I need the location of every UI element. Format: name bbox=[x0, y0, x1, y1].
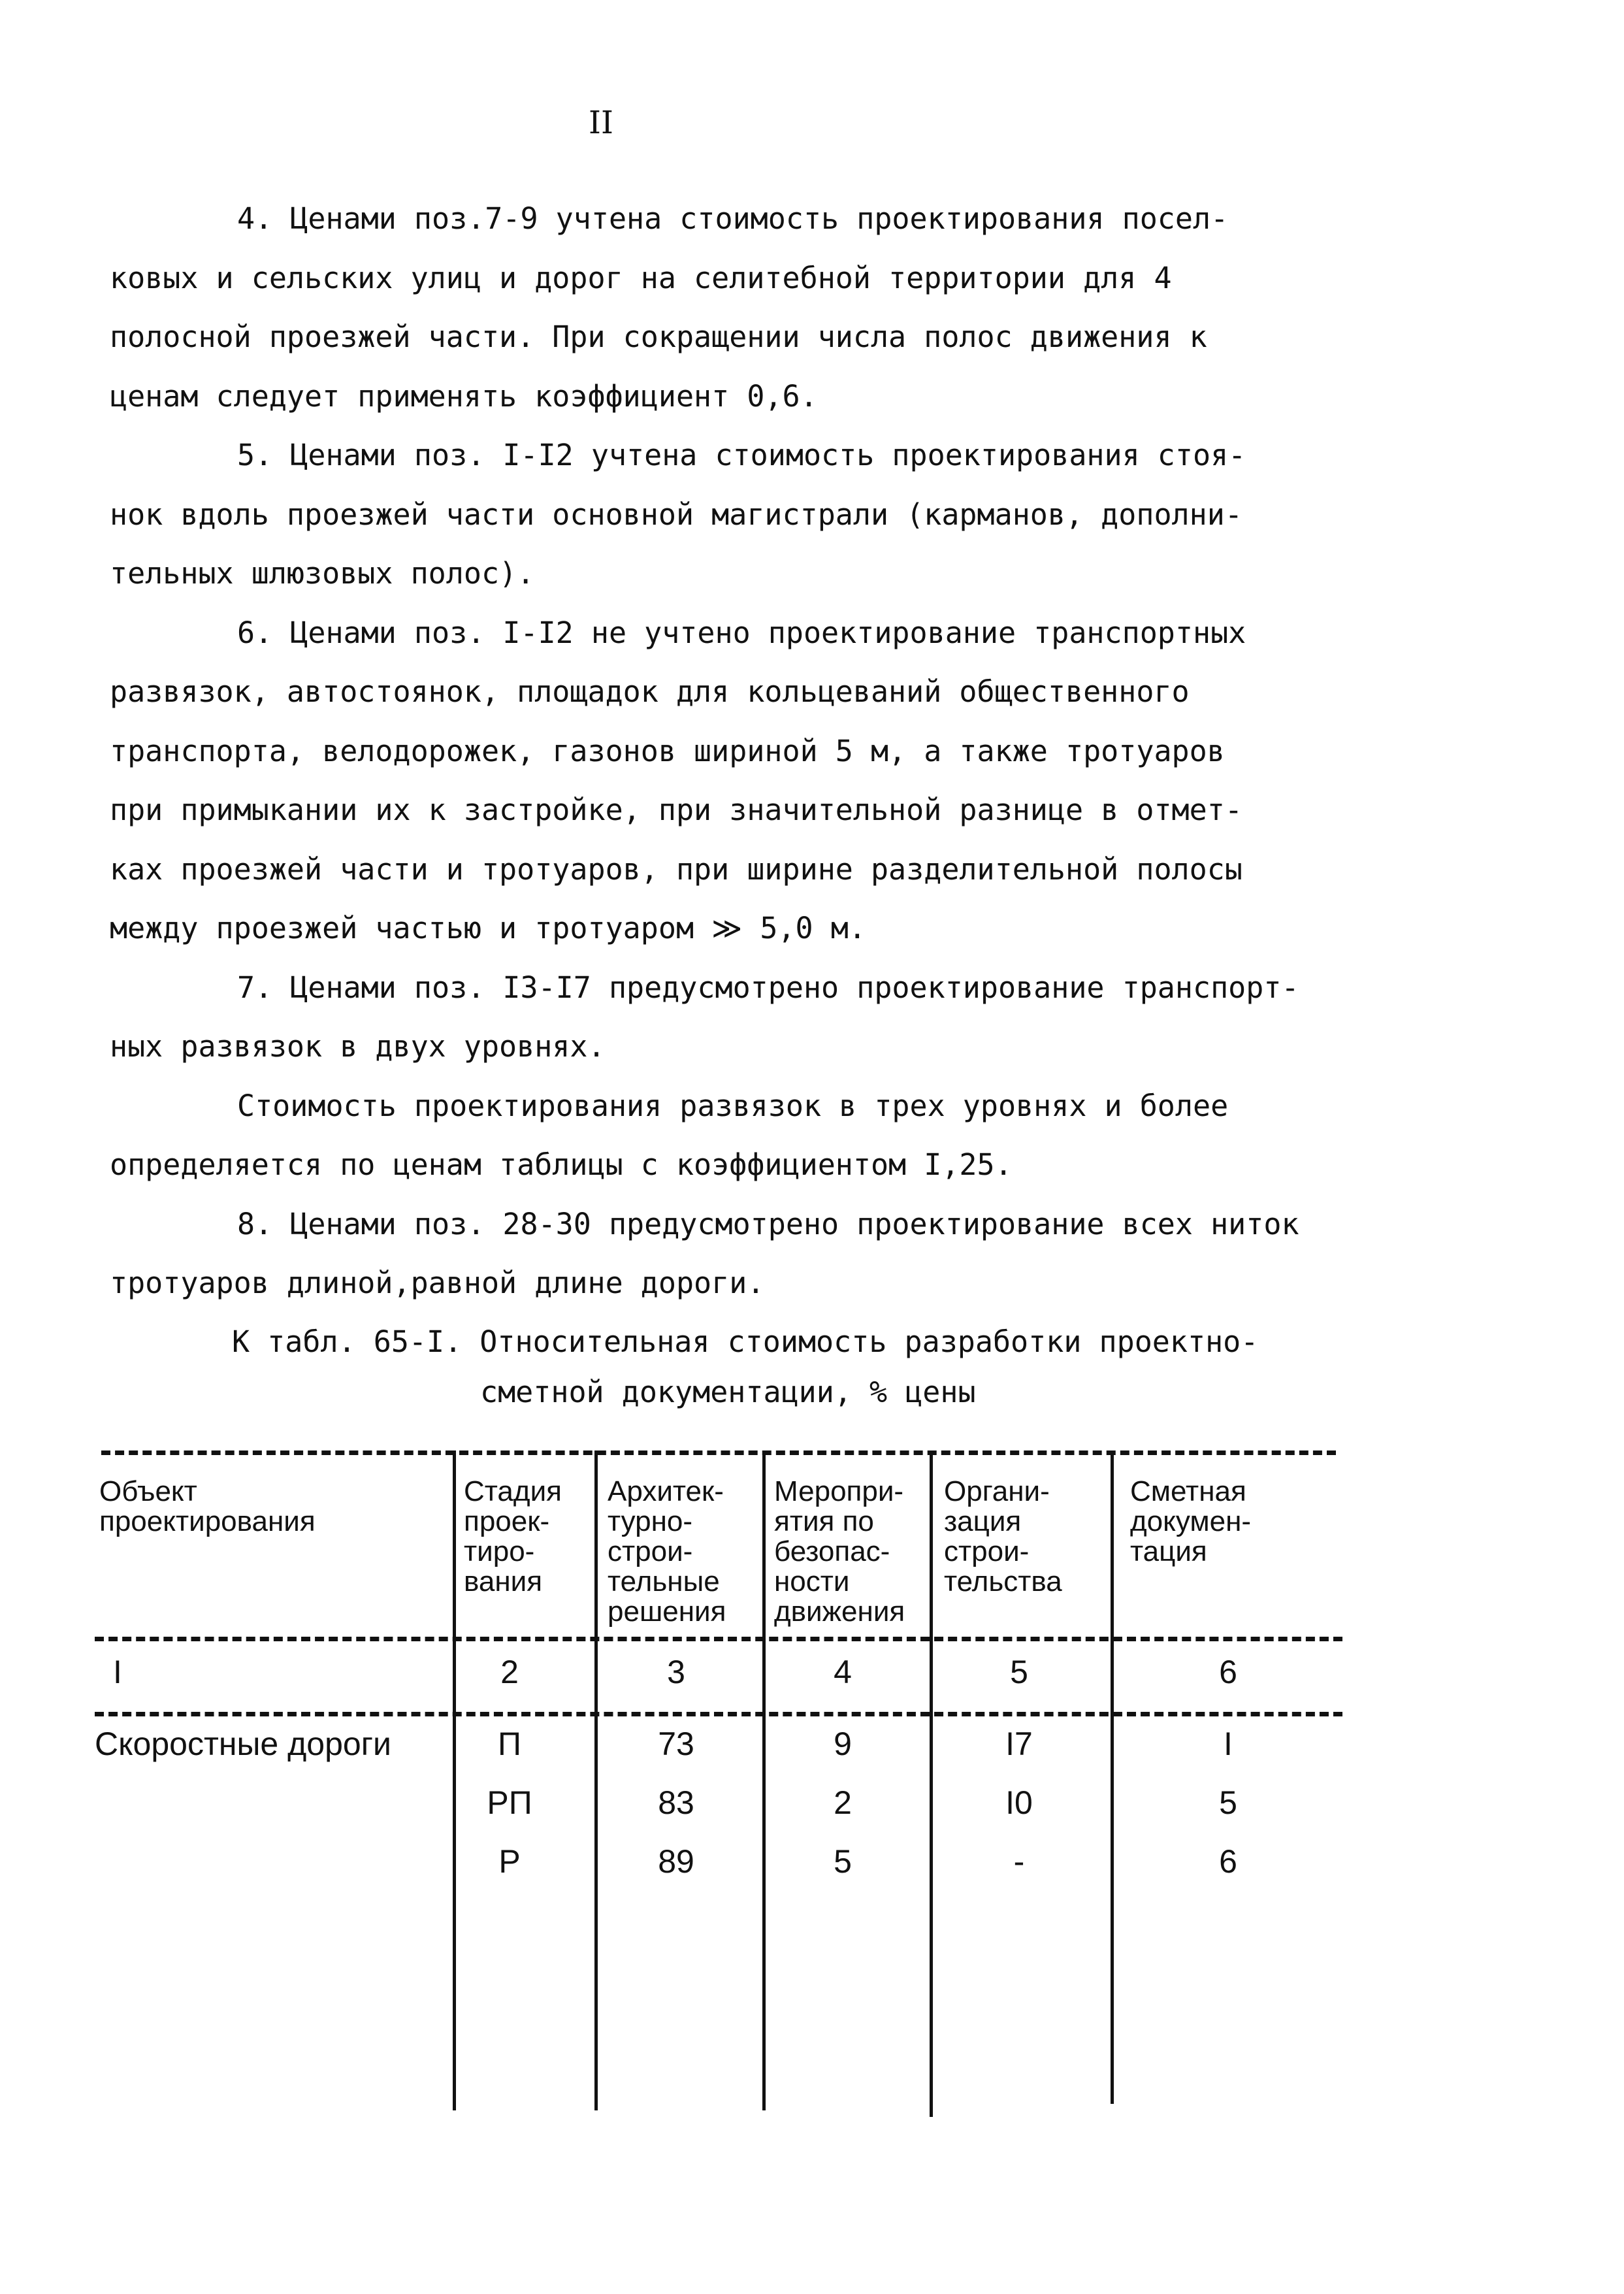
paragraph-line: тельных шлюзовых полос). bbox=[110, 556, 535, 591]
table-cell: П bbox=[498, 1726, 521, 1762]
header-bottom-rule bbox=[95, 1637, 1342, 1641]
column-divider bbox=[762, 1450, 766, 2110]
header-safety: Меропри- ятия по безопас- ности движения bbox=[774, 1475, 905, 1628]
table-cell: Р bbox=[498, 1843, 521, 1880]
column-number: 5 bbox=[1010, 1654, 1028, 1690]
header-estimate: Сметная докумен- тация bbox=[1130, 1475, 1252, 1567]
table-cell: 89 bbox=[658, 1843, 694, 1880]
table-cell: - bbox=[1013, 1843, 1025, 1880]
column-number: I bbox=[113, 1654, 122, 1690]
page-number: II bbox=[589, 105, 613, 141]
table-cell: I0 bbox=[1005, 1784, 1033, 1821]
paragraph-line: ных развязок в двух уровнях. bbox=[110, 1029, 606, 1064]
paragraph-line: 4. Ценами поз.7-9 учтена стоимость проектирования посел- bbox=[237, 201, 1229, 236]
table-cell: 5 bbox=[1219, 1784, 1237, 1821]
table-cell: 2 bbox=[834, 1784, 852, 1821]
column-divider bbox=[453, 1450, 456, 2110]
object-name: Скоростные дороги bbox=[95, 1726, 391, 1762]
cost-table bbox=[91, 1450, 1352, 2117]
column-number: 4 bbox=[834, 1654, 852, 1690]
table-cell: 6 bbox=[1219, 1843, 1237, 1880]
table-cell: I7 bbox=[1005, 1726, 1033, 1762]
table-cell: 83 bbox=[658, 1784, 694, 1821]
paragraph-line: 6. Ценами поз. I-I2 не учтено проектирование транспортных bbox=[237, 615, 1246, 650]
header-organization: Органи- зация строи- тельства bbox=[944, 1475, 1062, 1598]
column-number: 3 bbox=[667, 1654, 685, 1690]
column-divider bbox=[930, 1450, 933, 2117]
paragraph-line: 8. Ценами поз. 28-30 предусмотрено проектирование всех ниток bbox=[237, 1206, 1299, 1241]
body-text bbox=[110, 189, 1351, 1313]
paragraph-line: ценам следует применять коэффициент 0,6. bbox=[110, 378, 818, 414]
table-cell: 9 bbox=[834, 1726, 852, 1762]
table-cell: РП bbox=[487, 1784, 532, 1821]
caption-line-2: сметной документации, % цены bbox=[480, 1375, 976, 1409]
paragraph-line: 5. Ценами поз. I-I2 учтена стоимость проектирования стоя- bbox=[237, 438, 1246, 472]
caption-line-1: К табл. 65-I. Относительная стоимость разработки проектно- bbox=[232, 1324, 1259, 1359]
table-cell: I bbox=[1224, 1726, 1233, 1762]
paragraph-line: при примыкании их к застройке, при значительной разнице в отмет- bbox=[110, 793, 1242, 827]
table-cell: 5 bbox=[834, 1843, 852, 1880]
paragraph-line: ковых и сельских улиц и дорог на селитебной территории для 4 bbox=[110, 260, 1172, 295]
table-top-rule bbox=[101, 1450, 1336, 1455]
table-caption bbox=[232, 1317, 1342, 1417]
numbers-bottom-rule bbox=[95, 1712, 1342, 1716]
paragraph-line: тротуаров длиной,равной длине дороги. bbox=[110, 1266, 765, 1300]
paragraph-line: полосной проезжей части. При сокращении числа полос движения к bbox=[110, 320, 1207, 354]
column-number: 2 bbox=[500, 1654, 519, 1690]
paragraph-line: 7. Ценами поз. I3-I7 предусмотрено проектирование транспорт- bbox=[237, 970, 1299, 1005]
column-number: 6 bbox=[1219, 1654, 1237, 1690]
paragraph-line: между проезжей частью и тротуаром ≫ 5,0 м. bbox=[110, 911, 866, 945]
table-cell: 73 bbox=[658, 1726, 694, 1762]
paragraph-line: Стоимость проектирования развязок в трех уровнях и более bbox=[237, 1088, 1229, 1123]
header-stage: Стадия проек- тиро- вания bbox=[464, 1475, 562, 1598]
paragraph-line: нок вдоль проезжей части основной магистрали (карманов, дополни- bbox=[110, 497, 1242, 532]
paragraph-line: транспорта, велодорожек, газонов шириной 5 м, а также тротуаров bbox=[110, 733, 1225, 768]
column-divider bbox=[1111, 1450, 1114, 2104]
paragraph-line: развязок, автостоянок, площадок для кольцеваний общественного bbox=[110, 674, 1190, 709]
header-architecture: Архитек- турно- строи- тельные решения bbox=[608, 1475, 726, 1628]
column-divider bbox=[594, 1450, 598, 2110]
paragraph-line: определяется по ценам таблицы с коэффициентом I,25. bbox=[110, 1147, 1013, 1182]
paragraph-line: ках проезжей части и тротуаров, при ширине разделительной полосы bbox=[110, 851, 1242, 887]
header-object: Объект проектирования bbox=[99, 1475, 316, 1537]
